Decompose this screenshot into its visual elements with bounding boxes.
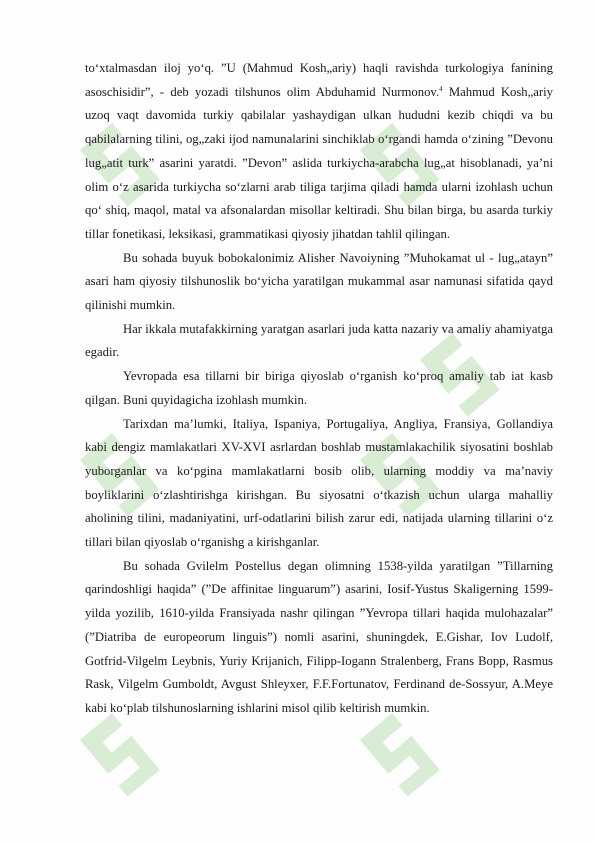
paragraph: Yevropada esa tillarni bir biriga qiyoslab o‘rganish ko‘proq amaliy tab iat kasb qilgan. Buni quyidagicha izohlash mumkin. (85, 369, 553, 407)
body-text (85, 57, 553, 721)
paragraph: Bu sohada Gvilelm Postellus degan olimning 1538-yilda yaratilgan ”Tillarning qarindoshligi haqida” (”De affinitae linguarum”) asarini, Iosif-Yustus Skaligerning 1599-yilda yozilib, 1610-yilda Fransiyada nashr qilingan ”Yevropa tillari haqida mulohazalar” (”Diatriba de europeorum linguis”) nomli asarini, shuningdek, E.Gishar, Iov Ludolf, Gotfrid-Vilgelm Leybnis, Yuriy Krijanich, Filipp-Iogann Stralenberg, Frans Bopp, Rasmus Rask, Vilgelm Gumboldt, Avgust Shleyxer, F.F.Fortunatov, Ferdinand de-Sossyur, A.Meye kabi ko‘plab tilshunoslarning ishlarini misol qilib keltirish mumkin. (85, 558, 553, 715)
paragraph: Bu sohada buyuk bobokalonimiz Alisher Navoiyning ”Muhokamat ul - lug„atayn” asari ham qiyosiy tilshunoslik bo‘yicha yaratilgan mukammal asar namunasi sifatida qayd qilinishi mumkin. (85, 250, 553, 313)
footnote-marker[interactable]: 4 (439, 84, 443, 93)
paragraph: Har ikkala mutafakkirning yaratgan asarlari juda katta nazariy va amaliy ahamiyatga egadir. (85, 321, 553, 360)
watermark-mark (360, 713, 440, 797)
paragraph-text: to‘xtalmasdan iloj yo‘q. ”U (Mahmud Kosh„ariy) haqli ravishda turkologiya fanining asoschisidir”, - deb yozadi tilshunos olim Abduhamid Nurmonov. (85, 61, 553, 99)
paragraph (85, 57, 553, 247)
paragraph: Tarixdan ma’lumki, Italiya, Ispaniya, Portugaliya, Angliya, Fransiya, Gollandiya kabi dengiz mamlakatlari XV-XVI asrlardan boshlab mustamlakachilik siyosatini boshlab yuborganlar va ko‘pgina mamlakatlarni bosib olib, ularning moddiy va ma’naviy boyliklarini o‘zlashtirishga kirishgan. Bu siyosatni o‘tkazish uchun ularga mahalliy aholining tilini, madaniyatini, urf-odatlarini bilish zarur edi, natijada ularning tillarini o‘z tillari bilan qiyoslab o‘rganishg a kirishganlar. (85, 416, 553, 550)
paragraph-text-continued: Mahmud Kosh„ariy uzoq vaqt davomida turkiy qabilalar yashaydigan ulkan hududni kezib chiqdi va bu qabilalarning tilini, og„zaki ijod namunalarini sinchiklab o‘rgandi hamda o‘zining ”Devonu lug„atit turk” asarini yaratdi. ”Devon” aslida turkiycha-arabcha lug„at hisoblanadi, ya’ni olim o‘z asarida turkiycha so‘zlarni arab tiliga tarjima qiladi hamda ularni izohlash uchun qo‘ shiq, maqol, matal va afsonalardan misollar keltiradi. Shu bilan birga, bu asarda turkiy tillar fonetikasi, leksikasi, grammatikasi qiyosiy jihatdan tahlil qilingan. (85, 84, 554, 241)
watermark-mark (80, 713, 160, 797)
